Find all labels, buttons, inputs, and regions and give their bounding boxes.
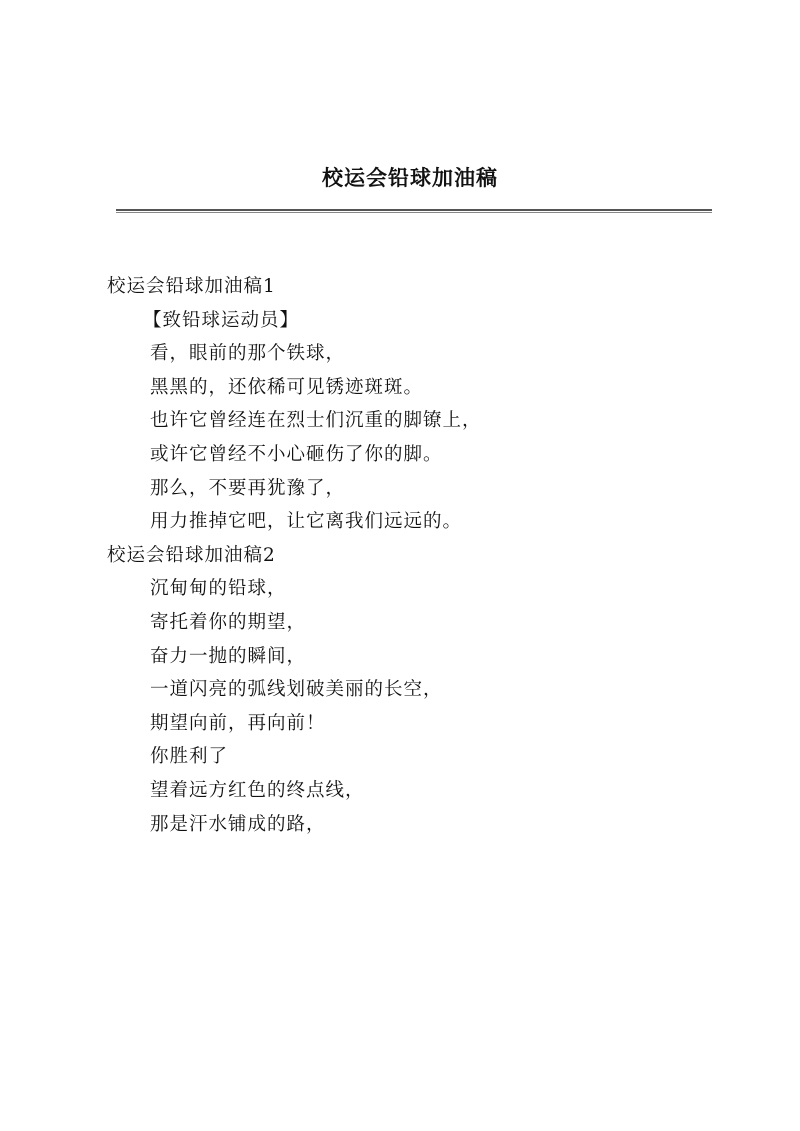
paragraph-line: 也许它曾经连在烈士们沉重的脚镣上， [150, 410, 482, 432]
paragraph-line: 望着远方红色的终点线， [150, 779, 365, 801]
paragraph-line: 看，眼前的那个铁球， [150, 343, 346, 365]
paragraph-line: 奋力一抛的瞬间， [150, 645, 307, 667]
paragraph-line: 用力推掉它吧，让它离我们远远的。 [150, 511, 463, 533]
paragraph-line: 你胜利了 [150, 746, 229, 768]
section-heading: 校运会铅球加油稿1 [107, 276, 276, 297]
paragraph-line: 沉甸甸的铅球， [150, 578, 287, 600]
section-heading: 校运会铅球加油稿2 [107, 544, 276, 566]
paragraph-line: 一道闪亮的弧线划破美丽的长空， [150, 679, 443, 701]
paragraph-line: 期望向前，再向前！ [150, 712, 326, 734]
paragraph-line: 或许它曾经不小心砸伤了你的脚。 [150, 443, 443, 465]
title-divider [116, 209, 712, 213]
paragraph-line: 那么，不要再犹豫了， [150, 477, 346, 499]
page-title: 校运会铅球加油稿 [322, 165, 498, 190]
paragraph-line: 黑黑的，还依稀可见锈迹斑斑。 [150, 376, 424, 398]
paragraph-line: 那是汗水铺成的路， [150, 813, 326, 835]
document-body [0, 270, 800, 841]
paragraph-line: 【致铅球运动员】 [143, 309, 300, 331]
paragraph-line: 寄托着你的期望， [150, 611, 307, 633]
